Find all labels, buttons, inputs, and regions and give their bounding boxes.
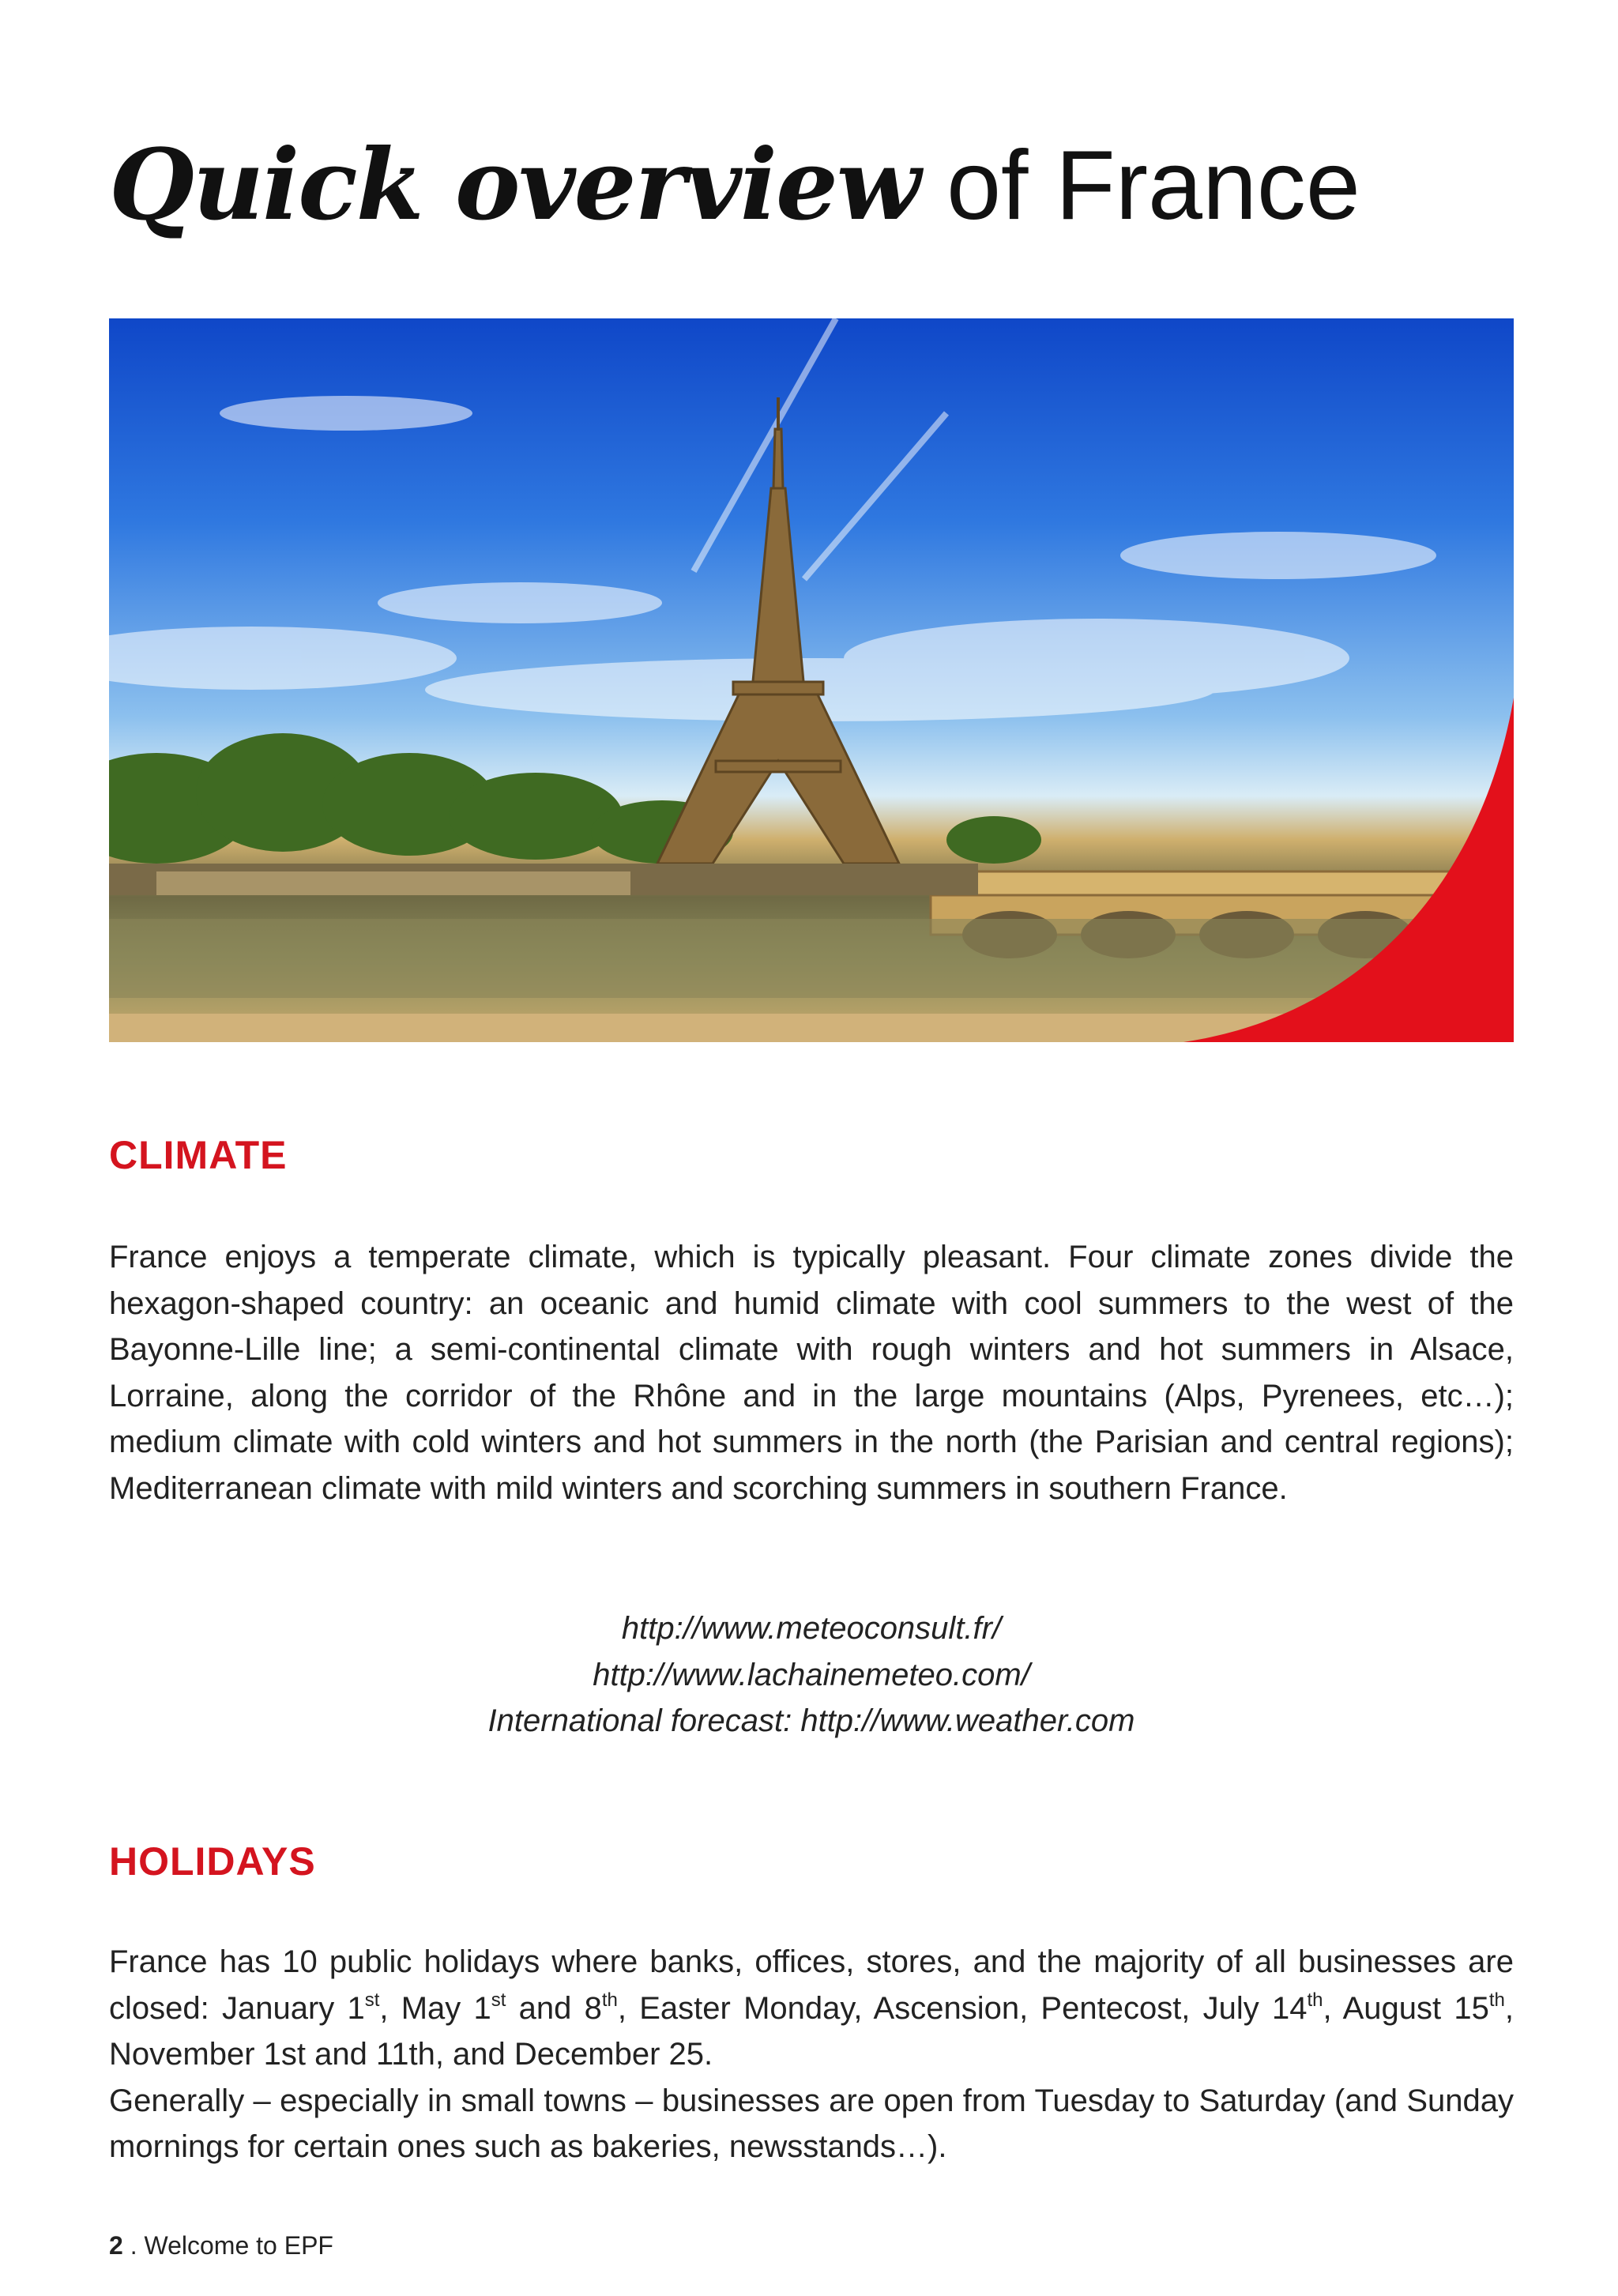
holidays-text-c: and 8 — [506, 1990, 602, 2026]
lachainemeteo-link[interactable]: http://www.lachainemeteo.com/ — [593, 1657, 1030, 1692]
eiffel-tower-illustration — [109, 318, 1514, 1042]
holidays-text-d: , Easter Monday, Ascension, Pentecost, July 14 — [617, 1990, 1308, 2026]
holidays-text-e: , August 15 — [1323, 1990, 1489, 2026]
holidays-section — [109, 1939, 1514, 2170]
eiffel-tower-photo — [109, 318, 1514, 1042]
ordinal-suffix: th — [601, 1989, 618, 2011]
title-emphasis: Quick overview — [109, 128, 920, 243]
holidays-text-b: , May 1 — [379, 1990, 491, 2026]
footer-label: Welcome to EPF — [144, 2231, 333, 2260]
ordinal-suffix: st — [364, 1989, 380, 2011]
climate-text: France enjoys a temperate climate, which is typically pleasant. Four climate zones divide the hexagon-shaped country: an oceanic and humid climate with cool summers to the west of the Bayonne-Lille line; a semi-continental climate with rough winters and hot summers in Alsace, Lorraine, along the corridor of the Rhône and in the large mountains (Alps, Pyrenees, etc…); medium climate with cold winters and hot summers in the north (the Parisian and central regions); Mediterranean climate with mild winters and scorching summers in southern France. — [109, 1240, 1514, 1506]
holidays-heading: HOLIDAYS — [109, 1839, 316, 1884]
climate-paragraph — [109, 1234, 1514, 1511]
holidays-paragraph — [109, 1939, 1514, 2078]
climate-links — [109, 1605, 1514, 1745]
ordinal-suffix: st — [491, 1989, 506, 2011]
climate-heading: CLIMATE — [109, 1133, 288, 1177]
footer-separator: . — [130, 2231, 137, 2260]
business-hours-paragraph: Generally – especially in small towns – businesses are open from Tuesday to Saturday (and Sunday mornings for certain ones such as bakeries, newsstands…). — [109, 2083, 1514, 2164]
page-footer — [109, 2230, 333, 2261]
meteoconsult-link[interactable]: http://www.meteoconsult.fr/ — [621, 1611, 1002, 1646]
title-rest: of France — [919, 131, 1360, 240]
weather-link[interactable]: International forecast: http://www.weather.com — [487, 1703, 1135, 1738]
holidays-text-a: France has 10 public holidays where banks, offices, stores, and the majority of all businesses are closed: January 1 — [109, 1944, 1514, 2026]
ordinal-suffix: th — [1307, 1989, 1323, 2011]
holidays-text-f: , November 1st and 11th, and December 25. — [109, 1990, 1515, 2072]
ordinal-suffix: th — [1488, 1989, 1505, 2011]
page-number: 2 — [109, 2231, 123, 2260]
page-title — [109, 119, 1360, 253]
